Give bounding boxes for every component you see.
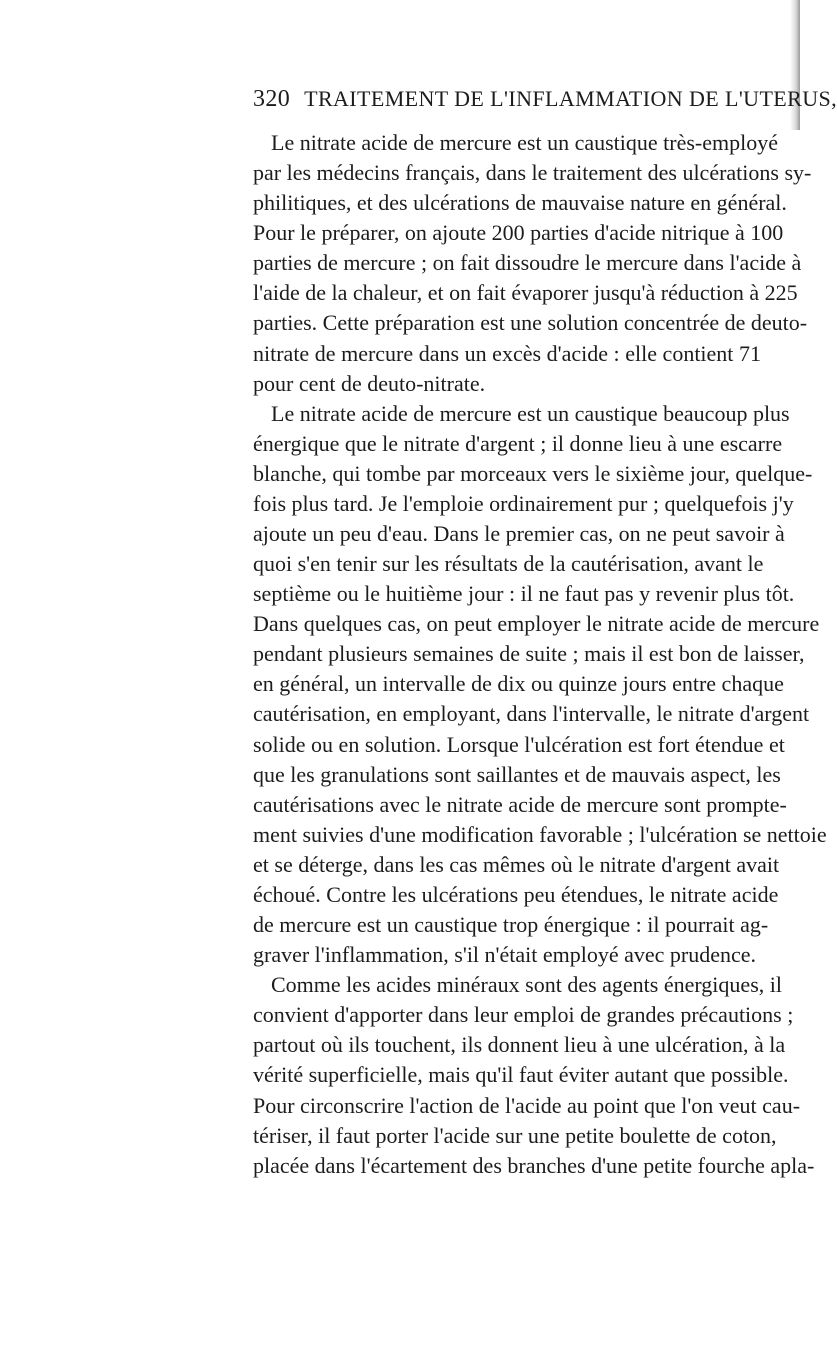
text-line: fois plus tard. Je l'emploie ordinairement pur ; quelquefois j'y	[253, 490, 794, 516]
text-line: et se déterge, dans les cas mêmes où le nitrate d'argent avait	[253, 851, 780, 877]
text-line: nitrate de mercure dans un excès d'acide : elle contient 71	[253, 340, 761, 366]
text-line: ment suivies d'une modification favorable ; l'ulcération se nettoie	[253, 821, 827, 847]
text-line: Le nitrate acide de mercure est un caustique beaucoup plus	[271, 400, 790, 426]
running-title: TRAITEMENT DE L'INFLAMMATION DE L'UTERUS,	[304, 86, 837, 111]
running-header	[253, 86, 837, 113]
text-line: cautérisation, en employant, dans l'intervalle, le nitrate d'argent	[253, 701, 810, 727]
text-line: tériser, il faut porter l'acide sur une petite boulette de coton,	[253, 1122, 777, 1148]
text-line: Le nitrate acide de mercure est un caustique très-employé	[271, 130, 778, 155]
page-number: 320	[253, 86, 291, 112]
text-line: Dans quelques cas, on peut employer le nitrate acide de mercure	[253, 611, 820, 637]
text-line: convient d'apporter dans leur emploi de grandes précautions ;	[253, 1002, 794, 1028]
text-line: que les granulations sont saillantes et de mauvais aspect, les	[253, 761, 781, 787]
text-line: Pour circonscrire l'action de l'acide au point que l'on veut cau-	[253, 1092, 801, 1118]
text-line: de mercure est un caustique trop énergique : il pourrait ag-	[253, 912, 769, 938]
text-line: Pour le préparer, on ajoute 200 parties d'acide nitrique à 100	[253, 220, 784, 246]
text-line: placée dans l'écartement des branches d'une petite fourche apla-	[253, 1152, 815, 1178]
text-line: graver l'inflammation, s'il n'était employé avec prudence.	[253, 942, 757, 968]
text-line: pendant plusieurs semaines de suite ; mais il est bon de laisser,	[253, 641, 805, 667]
text-line: échoué. Contre les ulcérations peu étendues, le nitrate acide	[253, 881, 779, 907]
text-line: philitiques, et des ulcérations de mauvaise nature en général.	[253, 190, 787, 216]
text-line: blanche, qui tombe par morceaux vers le sixième jour, quelque-	[253, 460, 813, 486]
text-line: septième ou le huitième jour : il ne faut pas y revenir plus tôt.	[253, 581, 795, 607]
text-line: l'aide de la chaleur, et on fait évaporer jusqu'à réduction à 225	[253, 280, 798, 306]
text-line: vérité superficielle, mais qu'il faut éviter autant que possible.	[253, 1062, 789, 1088]
text-line: partout où ils touchent, ils donnent lieu à une ulcération, à la	[253, 1032, 786, 1058]
body-text	[253, 128, 827, 1181]
text-line: parties de mercure ; on fait dissoudre le mercure dans l'acide à	[253, 250, 802, 276]
text-line: solide ou en solution. Lorsque l'ulcération est fort étendue et	[253, 731, 785, 757]
text-line: pour cent de deuto-nitrate.	[253, 370, 486, 396]
text-line: quoi s'en tenir sur les résultats de la cautérisation, avant le	[253, 551, 764, 577]
text-line: parties. Cette préparation est une solution concentrée de deuto-	[253, 310, 808, 336]
text-line: cautérisations avec le nitrate acide de mercure sont prompte-	[253, 791, 787, 817]
text-line: en général, un intervalle de dix ou quinze jours entre chaque	[253, 671, 784, 697]
text-line: énergique que le nitrate d'argent ; il donne lieu à une escarre	[253, 430, 783, 456]
text-line: Comme les acides minéraux sont des agents énergiques, il	[271, 972, 782, 998]
text-line: ajoute un peu d'eau. Dans le premier cas, on ne peut savoir à	[253, 521, 785, 547]
text-line: par les médecins français, dans le traitement des ulcérations sy-	[253, 160, 812, 186]
